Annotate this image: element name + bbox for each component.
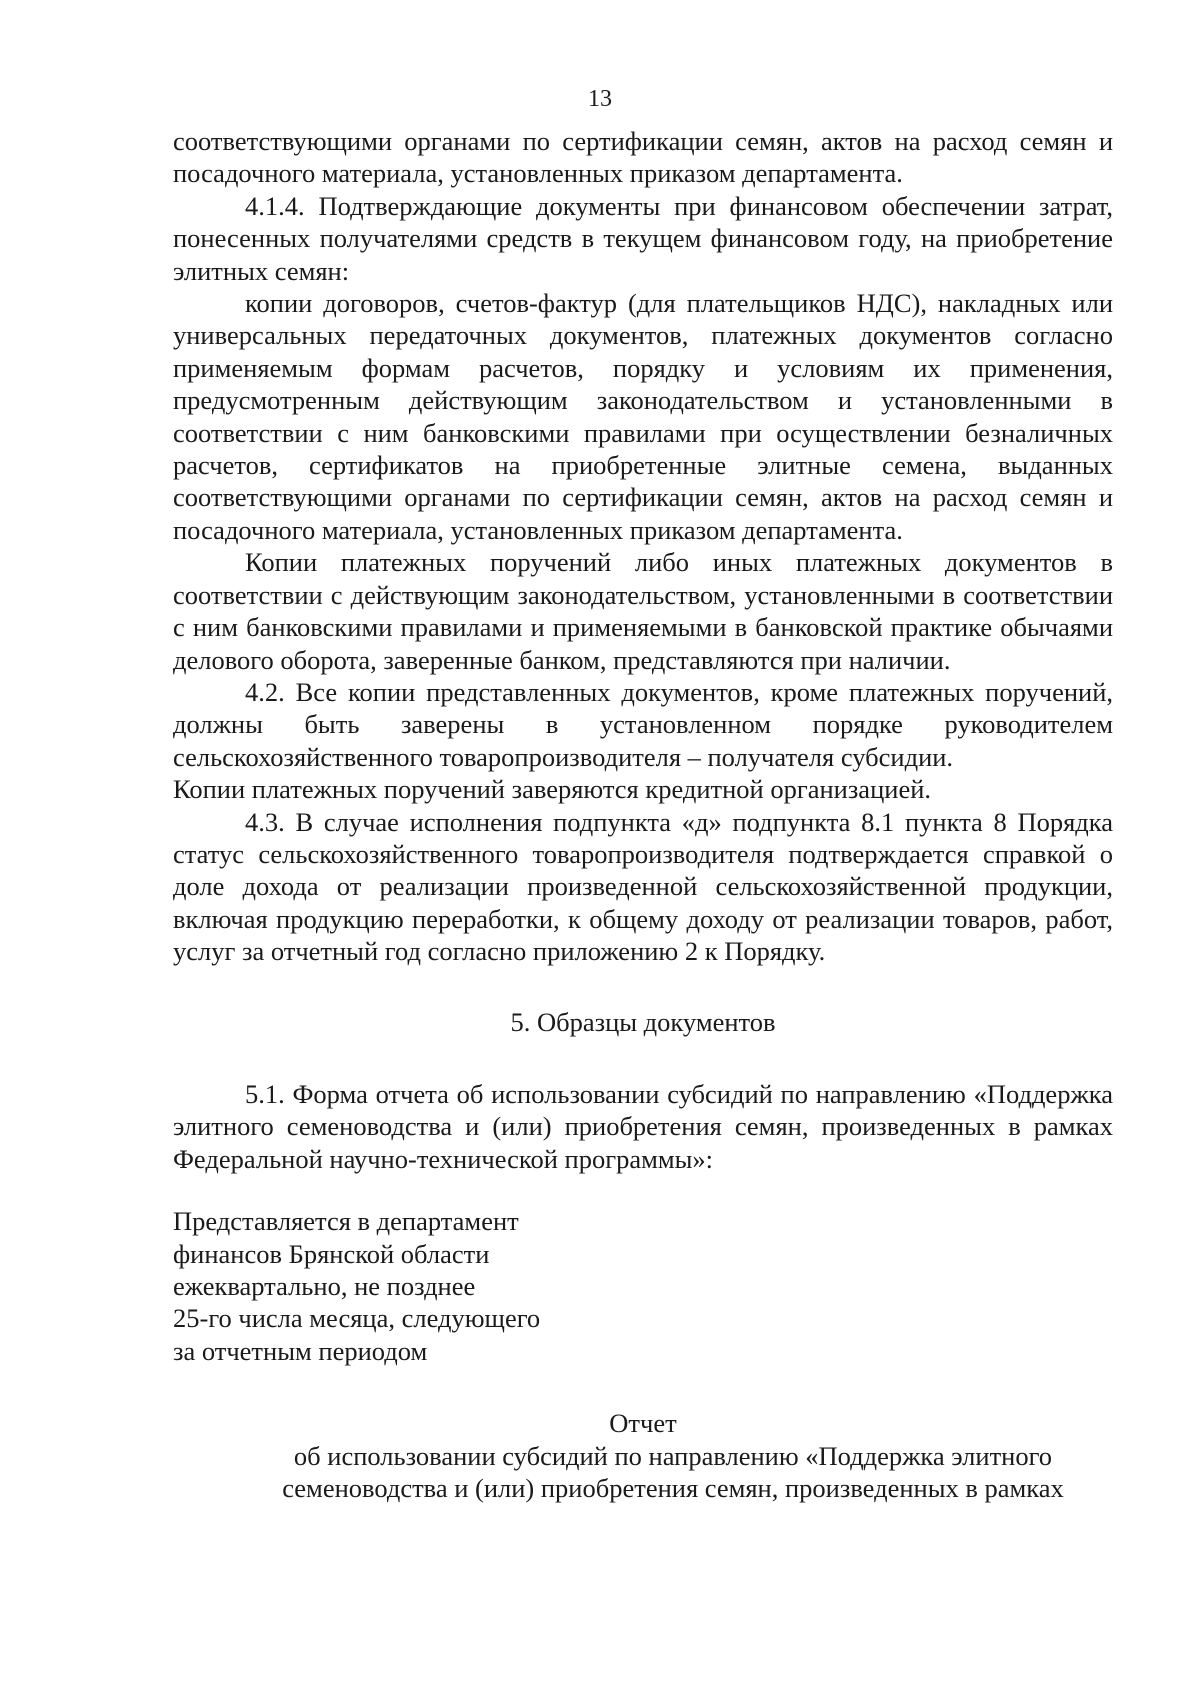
report-title: Отчет [609, 1408, 677, 1439]
page-number: 13 [588, 86, 612, 112]
address-block [173, 1205, 1113, 1367]
document-body [173, 125, 1113, 1504]
paragraph-5-1: 5.1. Форма отчета об использовании субсидий по направлению «Поддержка элитного семеноводства и (или) приобретения семян, произведенных в рамках Федеральной научно-технической программы»: [173, 1078, 1113, 1174]
paragraph: Копии платежных поручений заверяются кредитной организацией. [173, 774, 932, 805]
report-subtitle-line: об использовании субсидий по направлению «Поддержка элитного [293, 1440, 1053, 1471]
report-subtitle-line: семеноводства и (или) приобретения семян, произведенных в рамках [282, 1473, 1064, 1504]
address-line: Представляется в департамент [173, 1206, 519, 1237]
paragraph: 4.1.4. Подтверждающие документы при финансовом обеспечении затрат, понесенных получателями средств в текущем финансовом году, на приобретение элитных семян: [173, 190, 1113, 286]
paragraph: 4.2. Все копии представленных документов, кроме платежных поручений, должны быть заверены в установленном порядке руководителем сельскохозяйственного товаропроизводителя – получателя субсидии. [173, 676, 1113, 772]
address-line: 25-го числа месяца, следующего [173, 1303, 541, 1334]
address-line: ежеквартально, не позднее [173, 1271, 476, 1301]
address-line: финансов Брянской области [173, 1238, 490, 1269]
section-heading: 5. Образцы документов [510, 1006, 776, 1037]
paragraph: копии договоров, счетов-фактур (для плательщиков НДС), накладных или универсальных передаточных документов, платежных документов согласно применяемым формам расчетов, порядку и условиям их применения, предусмотренным действующим законодательством и установленными в соответствии с ним банковскими правилами при осуществлении безналичных расчетов, сертификатов на приобретенные элитные семена, выданных соответствующими органами по сертификации семян, актов на расход семян и посадочного материала, установленных приказом департамента. [173, 288, 1113, 545]
paragraph: соответствующими органами по сертификации семян, актов на расход семян и посадочного материала, установленных приказом департамента. [173, 126, 1113, 189]
paragraph: Копии платежных поручений либо иных платежных документов в соответствии с действующим законодательством, установленными в соответствии с ним банковскими правилами и применяемыми в банковской практике обычаями делового оборота, заверенные банком, представляются при наличии. [173, 547, 1113, 675]
address-line: за отчетным периодом [173, 1335, 428, 1366]
paragraph: 4.3. В случае исполнения подпункта «д» подпункта 8.1 пункта 8 Порядка статус сельскохозяйственного товаропроизводителя подтверждается справкой о доле дохода от реализации произведенной сельскохозяйственной продукции, включая продукцию переработки, к общему доходу от реализации товаров, работ, услуг за отчетный год согласно приложению 2 к Порядку. [173, 806, 1113, 967]
